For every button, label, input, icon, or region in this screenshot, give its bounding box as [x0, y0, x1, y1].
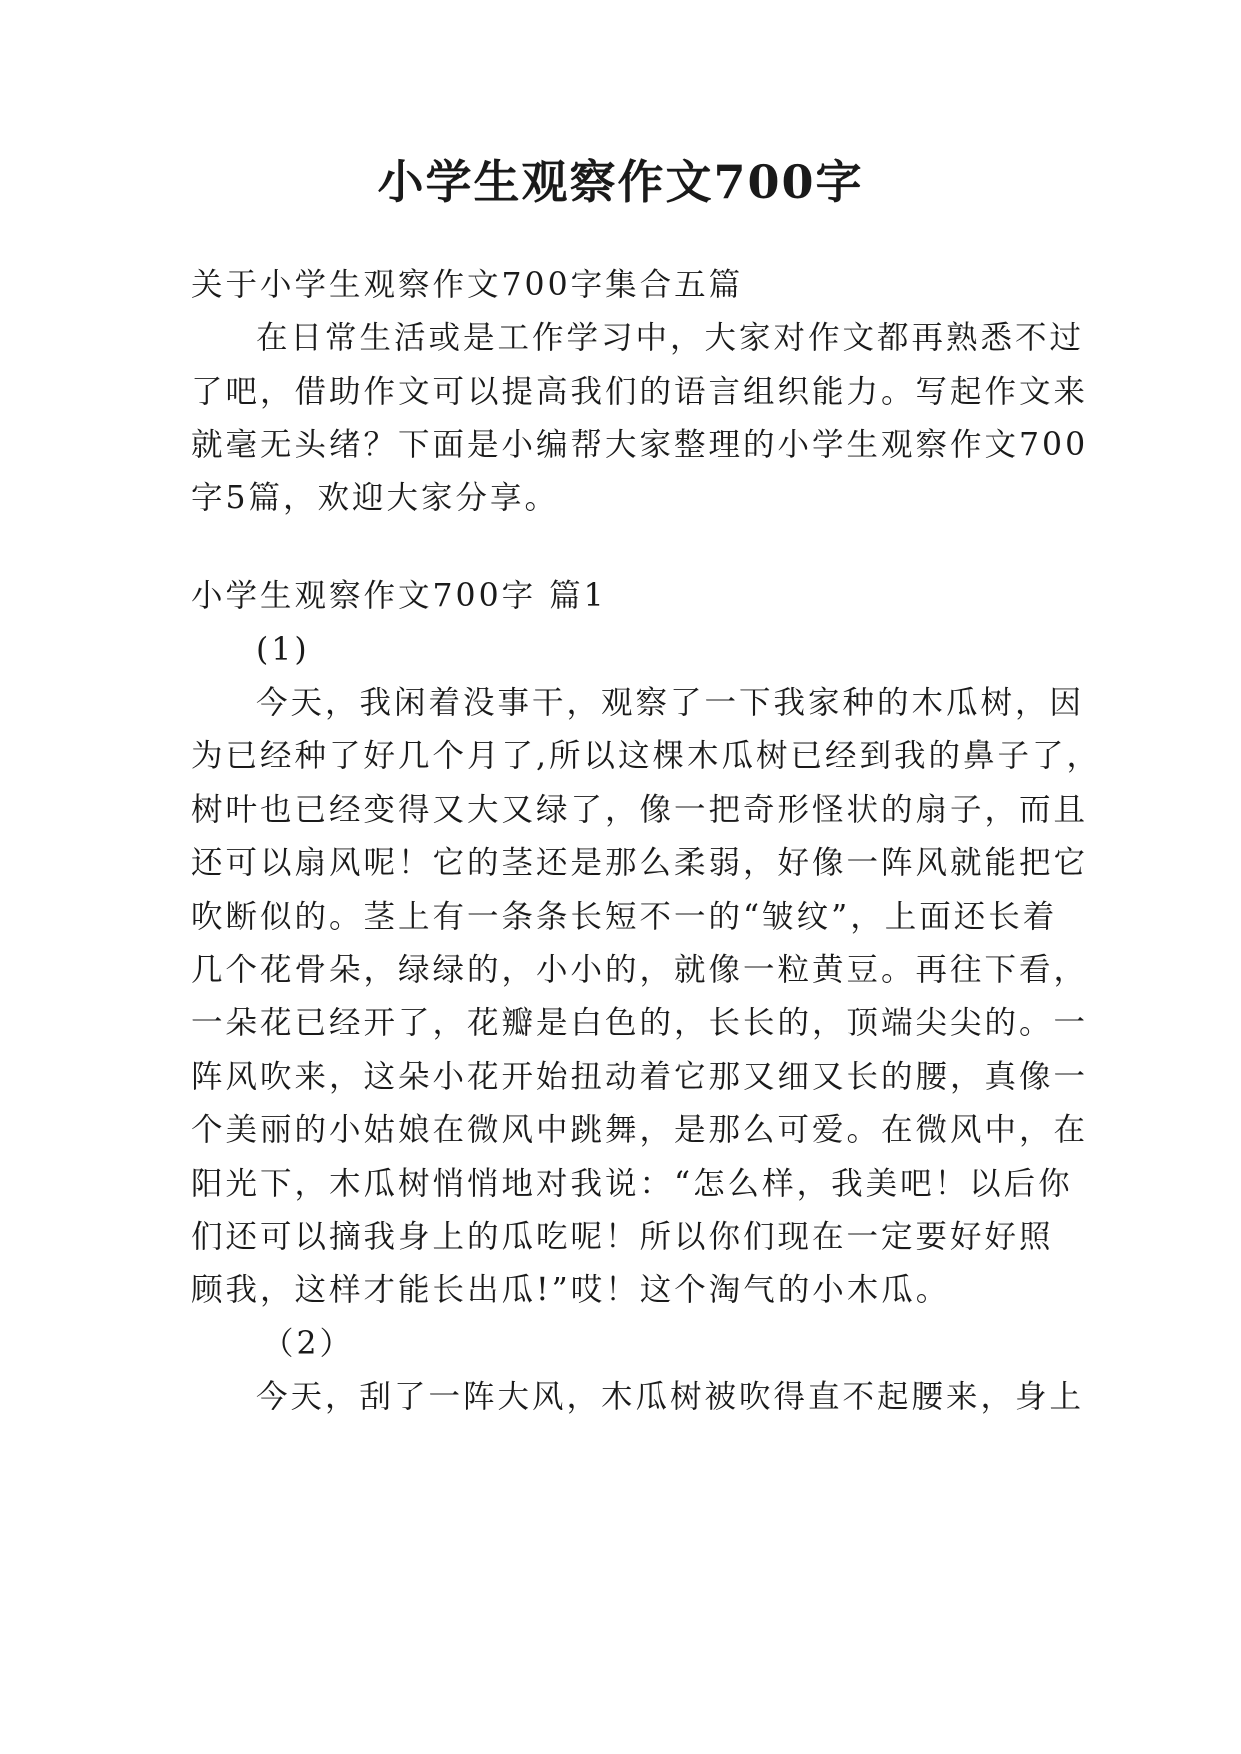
paragraph-line: 阳光下，木瓜树悄悄地对我说：“怎么样，我美吧！以后你 — [191, 1166, 1073, 1202]
paragraph-line: 几个花骨朵，绿绿的，小小的，就像一粒黄豆。再往下看， — [191, 952, 1089, 988]
paragraph-line: 顾我，这样才能长出瓜!”哎！这个淘气的小木瓜。 — [191, 1272, 951, 1308]
intro-line: 在日常生活或是工作学习中，大家对作文都再熟悉不过 — [256, 320, 1085, 356]
document-subtitle: 关于小学生观察作文700字集合五篇 — [191, 267, 744, 303]
part-marker: (1) — [256, 632, 310, 668]
paragraph-line: 还可以扇风呢！它的茎还是那么柔弱，好像一阵风就能把它 — [191, 845, 1089, 881]
paragraph-line: 们还可以摘我身上的瓜吃呢！所以你们现在一定要好好照 — [191, 1219, 1054, 1255]
paragraph-line: 今天，我闲着没事干，观察了一下我家种的木瓜树，因 — [256, 685, 1085, 721]
intro-line: 字5篇，欢迎大家分享。 — [191, 480, 560, 516]
paragraph-line: 吹断似的。茎上有一条条长短不一的“皱纹”，上面还长着 — [191, 899, 1058, 935]
paragraph-line: 今天，刮了一阵大风，木瓜树被吹得直不起腰来，身上 — [256, 1379, 1085, 1415]
intro-line: 了吧，借助作文可以提高我们的语言组织能力。写起作文来 — [191, 374, 1089, 410]
document-title: 小学生观察作文700字 — [377, 155, 864, 209]
paragraph-line: 为已经种了好几个月了,所以这棵木瓜树已经到我的鼻子了， — [191, 738, 1102, 774]
intro-line: 就毫无头绪？下面是小编帮大家整理的小学生观察作文700 — [191, 427, 1089, 463]
paragraph-line: 树叶也已经变得又大又绿了，像一把奇形怪状的扇子，而且 — [191, 792, 1089, 828]
paragraph-line: 阵风吹来，这朵小花开始扭动着它那又细又长的腰，真像一 — [191, 1059, 1089, 1095]
section-heading: 小学生观察作文700字 篇1 — [191, 578, 607, 614]
paragraph-line: 个美丽的小姑娘在微风中跳舞，是那么可爱。在微风中，在 — [191, 1112, 1089, 1148]
paragraph-line: 一朵花已经开了，花瓣是白色的，长长的，顶端尖尖的。一 — [191, 1005, 1089, 1041]
part-marker: （2） — [262, 1326, 355, 1362]
